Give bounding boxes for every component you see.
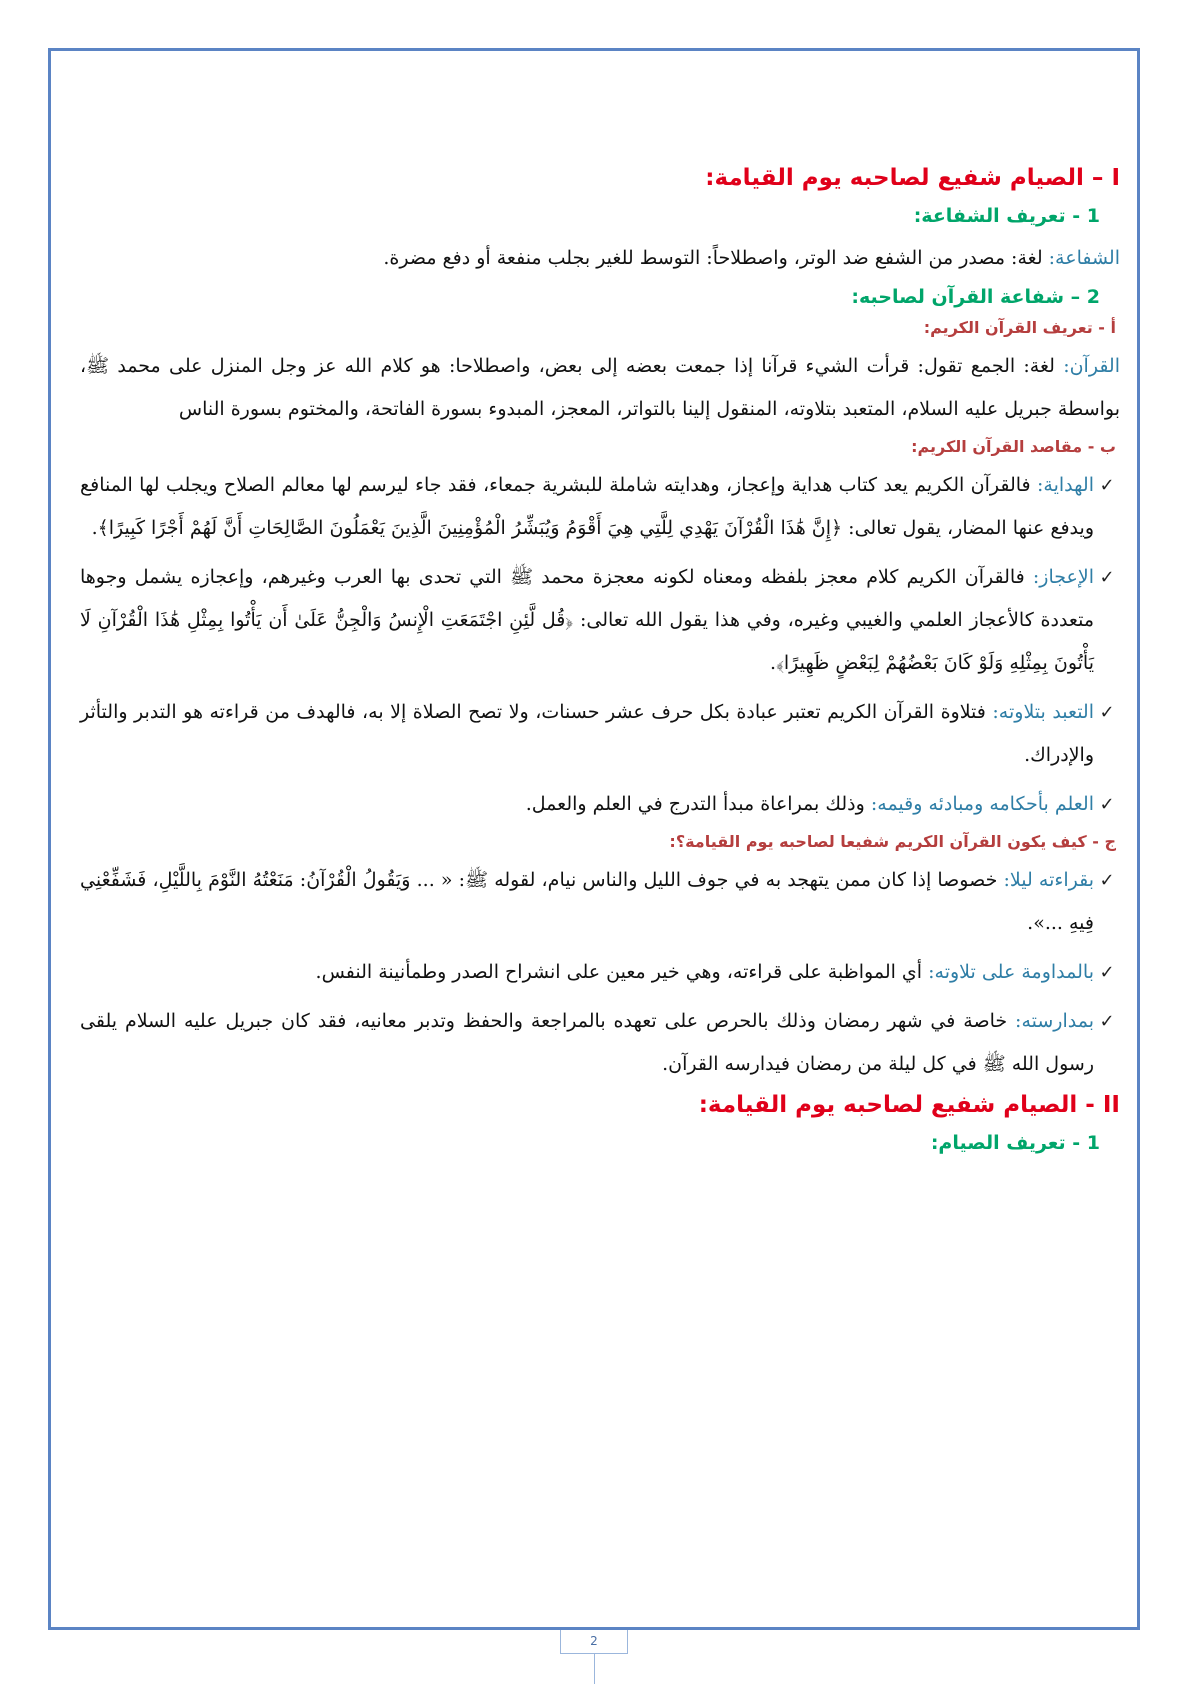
item-text: أي المواظبة على قراءته، وهي خير معين على انشراح الصدر وطمأنينة النفس.	[315, 961, 929, 983]
checkmark-icon: ✓	[1099, 794, 1115, 815]
shafaa-keyword: الشفاعة:	[1048, 247, 1120, 269]
item-keyword: التعبد بتلاوته:	[992, 701, 1094, 723]
item-keyword: بمدارسته:	[1015, 1010, 1094, 1032]
checkmark-icon: ✓	[1099, 475, 1115, 496]
list-item	[80, 1000, 1120, 1086]
item-keyword: الهداية:	[1037, 474, 1094, 496]
item-keyword: بالمداومة على تلاوته:	[928, 961, 1094, 983]
shafaa-text: لغة: مصدر من الشفع ضد الوتر، واصطلاحاً: التوسط للغير بجلب منفعة أو دفع مضرة.	[383, 247, 1049, 269]
list-item	[80, 783, 1120, 826]
item-text: خاصة في شهر رمضان وذلك بالحرص على تعهده بالمراجعة والحفظ وتدبر معانيه، فقد كان جبريل عليه السلام يلقى رسول الله ﷺ في كل ليلة من رمضان فيدارسه القرآن.	[80, 1010, 1094, 1075]
section-2-title: II - الصيام شفيع لصاحبه يوم القيامة:	[698, 1092, 1120, 1118]
shafaa-definition	[80, 237, 1120, 280]
subsection-1-title: 1 - تعريف الشفاعة:	[913, 205, 1100, 227]
section-2-subtitle: 1 - تعريف الصيام:	[930, 1132, 1100, 1154]
sub-b-title: ب - مقاصد القرآن الكريم:	[911, 437, 1116, 456]
subsection-2-title: 2 – شفاعة القرآن لصاحبه:	[851, 286, 1100, 308]
item-keyword: الإعجاز:	[1032, 566, 1094, 588]
item-keyword: بقراءته ليلا:	[1003, 869, 1095, 891]
quran-definition	[80, 345, 1120, 431]
checkmark-icon: ✓	[1099, 870, 1115, 891]
list-item	[80, 691, 1120, 777]
list-item	[80, 556, 1120, 685]
document-body	[80, 165, 1120, 1164]
sub-a-title: أ - تعريف القرآن الكريم:	[923, 318, 1116, 337]
page-number: 2	[560, 1630, 628, 1654]
checkmark-icon: ✓	[1099, 567, 1115, 588]
item-text: وذلك بمراعاة مبدأ التدرج في العلم والعمل.	[525, 793, 871, 815]
item-text: فالقرآن الكريم كلام معجز بلفظه ومعناه لكونه معجزة محمد ﷺ التي تحدى بها العرب وغيرهم، وإعجازه يشمل وجوها متعددة كالأعجاز العلمي والغيبي وغيره، وفي هذا يقول الله تعالى: ﴿قُل لَّئِنِ اجْتَمَعَتِ الْإِنسُ وَالْجِنُّ عَلَىٰ أَن يَأْتُوا بِمِثْلِ هَٰذَا الْقُرْآنِ لَا يَأْتُونَ بِمِثْلِهِ وَلَوْ كَانَ بَعْضُهُمْ لِبَعْضٍ ظَهِيرًا﴾.	[80, 566, 1094, 674]
item-text: خصوصا إذا كان ممن يتهجد به في جوف الليل والناس نيام، لقوله ﷺ: « ... وَيَقُولُ الْقُرْآنُ: مَنَعْتُهُ النَّوْمَ بِاللَّيْلِ، فَشَفِّعْنِي فِيهِ ...».	[80, 869, 1094, 934]
item-keyword: العلم بأحكامه ومبادئه وقيمه:	[870, 793, 1094, 815]
quran-text: لغة: الجمع تقول: قرأت الشيء قرآنا إذا جمعت بعضه إلى بعض، واصطلاحا: هو كلام الله عز وجل المنزل على محمد ﷺ، بواسطة جبريل عليه السلام، المتعبد بتلاوته، المنقول إلينا بالتواتر، المعجز، المبدوء بسورة الفاتحة، والمختوم بسورة الناس	[80, 355, 1120, 420]
checkmark-icon: ✓	[1099, 702, 1115, 723]
list-item	[80, 859, 1120, 945]
item-text: فالقرآن الكريم يعد كتاب هداية وإعجاز، وهدايته شاملة للبشرية جمعاء، فقد جاء ليرسم لها معالم الصلاح ويجلب لها المنافع ويدفع عنها المضار، يقول تعالى: ﴿إِنَّ هَٰذَا الْقُرْآنَ يَهْدِي لِلَّتِي هِيَ أَقْوَمُ وَيُبَشِّرُ الْمُؤْمِنِينَ الَّذِينَ يَعْمَلُونَ الصَّالِحَاتِ أَنَّ لَهُمْ أَجْرًا كَبِيرًا﴾.	[80, 474, 1094, 539]
quran-keyword: القرآن:	[1063, 355, 1120, 377]
sub-c-title: ج - كيف يكون القرآن الكريم شفيعا لصاحبه يوم القيامة؟:	[669, 832, 1116, 851]
checkmark-icon: ✓	[1099, 962, 1115, 983]
item-text: فتلاوة القرآن الكريم تعتبر عبادة بكل حرف عشر حسنات، ولا تصح الصلاة إلا به، فالهدف من قراءته هو التدبر والتأثر والإدراك.	[80, 701, 1094, 766]
section-1-title: I – الصيام شفيع لصاحبه يوم القيامة:	[705, 165, 1120, 191]
list-item	[80, 951, 1120, 994]
page-number-line	[594, 1654, 595, 1684]
checkmark-icon: ✓	[1099, 1011, 1115, 1032]
list-item	[80, 464, 1120, 550]
